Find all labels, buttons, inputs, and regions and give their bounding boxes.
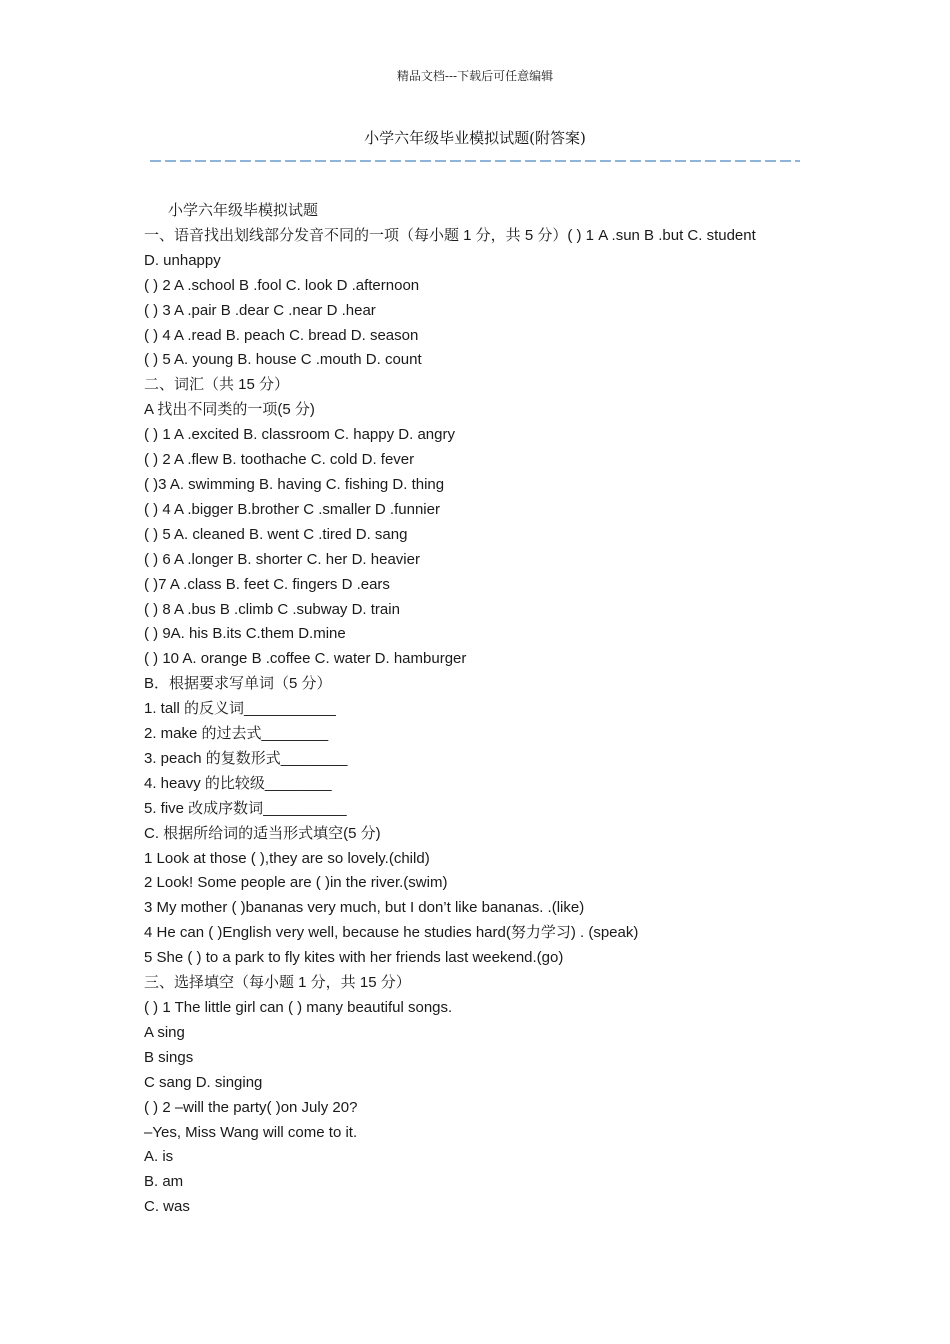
text-line: 3 My mother ( )bananas very much, but I don’t like bananas. .(like)	[144, 899, 585, 917]
text-line: 5. five 改成序数词__________	[144, 799, 347, 817]
document-body	[144, 199, 819, 1220]
text-line: ( ) 1 A .excited B. classroom C. happy D. angry	[144, 426, 455, 444]
text-line: D. unhappy	[144, 251, 221, 269]
text-line: ( ) 1 The little girl can ( ) many beautiful songs.	[144, 999, 453, 1016]
text-line: C. 根据所给词的适当形式填空(5 分)	[144, 824, 381, 842]
text-line: ( ) 4 A .bigger B.brother C .smaller D .funnier	[144, 500, 440, 518]
text-line: A 找出不同类的一项(5 分)	[144, 401, 315, 419]
text-line: C. was	[144, 1198, 190, 1216]
page-header: 精品文档---下载后可任意编辑	[396, 69, 554, 83]
text-line: B sings	[144, 1048, 194, 1066]
text-line: 4. heavy 的比较级________	[144, 774, 332, 792]
text-line: 5 She ( ) to a park to fly kites with her friends last weekend.(go)	[144, 949, 564, 967]
text-line: ( ) 10 A. orange B .coffee C. water D. hamburger	[144, 650, 467, 668]
text-line: 1. tall 的反义词___________	[144, 700, 336, 718]
text-line: ( ) 2 A .flew B. toothache C. cold D. fever	[144, 451, 415, 469]
text-line: A sing	[144, 1023, 185, 1041]
text-line: ( ) 5 A. cleaned B. went C .tired D. sang	[144, 525, 408, 543]
text-line: 2 Look! Some people are ( )in the river.(swim)	[144, 874, 448, 892]
text-line: 二、词汇（共 15 分）	[144, 376, 290, 394]
text-line: 4 He can ( )English very well, because he studies hard(努力学习) . (speak)	[144, 924, 639, 942]
text-line: 三、选择填空（每小题 1 分，共 15 分）	[144, 974, 411, 992]
text-line: B. am	[144, 1173, 184, 1191]
text-line: A. is	[144, 1148, 174, 1166]
text-line: ( ) 9A. his B.its C.them D.mine	[144, 625, 346, 643]
text-line: ( ) 3 A .pair B .dear C .near D .hear	[144, 301, 376, 319]
text-line: ( ) 5 A. young B. house C .mouth D. count	[144, 351, 422, 369]
text-line: ( ) 4 A .read B. peach C. bread D. season	[144, 326, 419, 344]
text-line: B．根据要求写单词（5 分）	[144, 675, 332, 693]
dashed-divider	[150, 160, 800, 162]
section-subtitle: 小学六年级毕模拟试题	[168, 202, 319, 219]
text-line: ( )3 A. swimming B. having C. fishing D. thing	[144, 475, 445, 493]
text-line: ( )7 A .class B. feet C. fingers D .ears	[144, 575, 390, 593]
text-line: ( ) 6 A .longer B. shorter C. her D. heavier	[144, 550, 420, 568]
text-line: ( ) 2 A .school B .fool C. look D .afternoon	[144, 276, 420, 294]
text-line: 3. peach 的复数形式________	[144, 749, 348, 767]
text-line: –Yes, Miss Wang will come to it.	[144, 1123, 358, 1141]
text-line: 2. make 的过去式________	[144, 725, 329, 743]
text-line: 1 Look at those ( ),they are so lovely.(child)	[144, 849, 430, 867]
text-line: 一、语音找出划线部分发音不同的一项（每小题 1 分，共 5 分）( ) 1 A .sun B .but C. student	[144, 226, 756, 244]
document-title: 小学六年级毕业模拟试题(附答案)	[364, 129, 586, 147]
text-line: ( ) 8 A .bus B .climb C .subway D. train	[144, 600, 400, 618]
text-line: ( ) 2 –will the party( )on July 20?	[144, 1098, 358, 1116]
text-line: C sang D. singing	[144, 1073, 263, 1091]
